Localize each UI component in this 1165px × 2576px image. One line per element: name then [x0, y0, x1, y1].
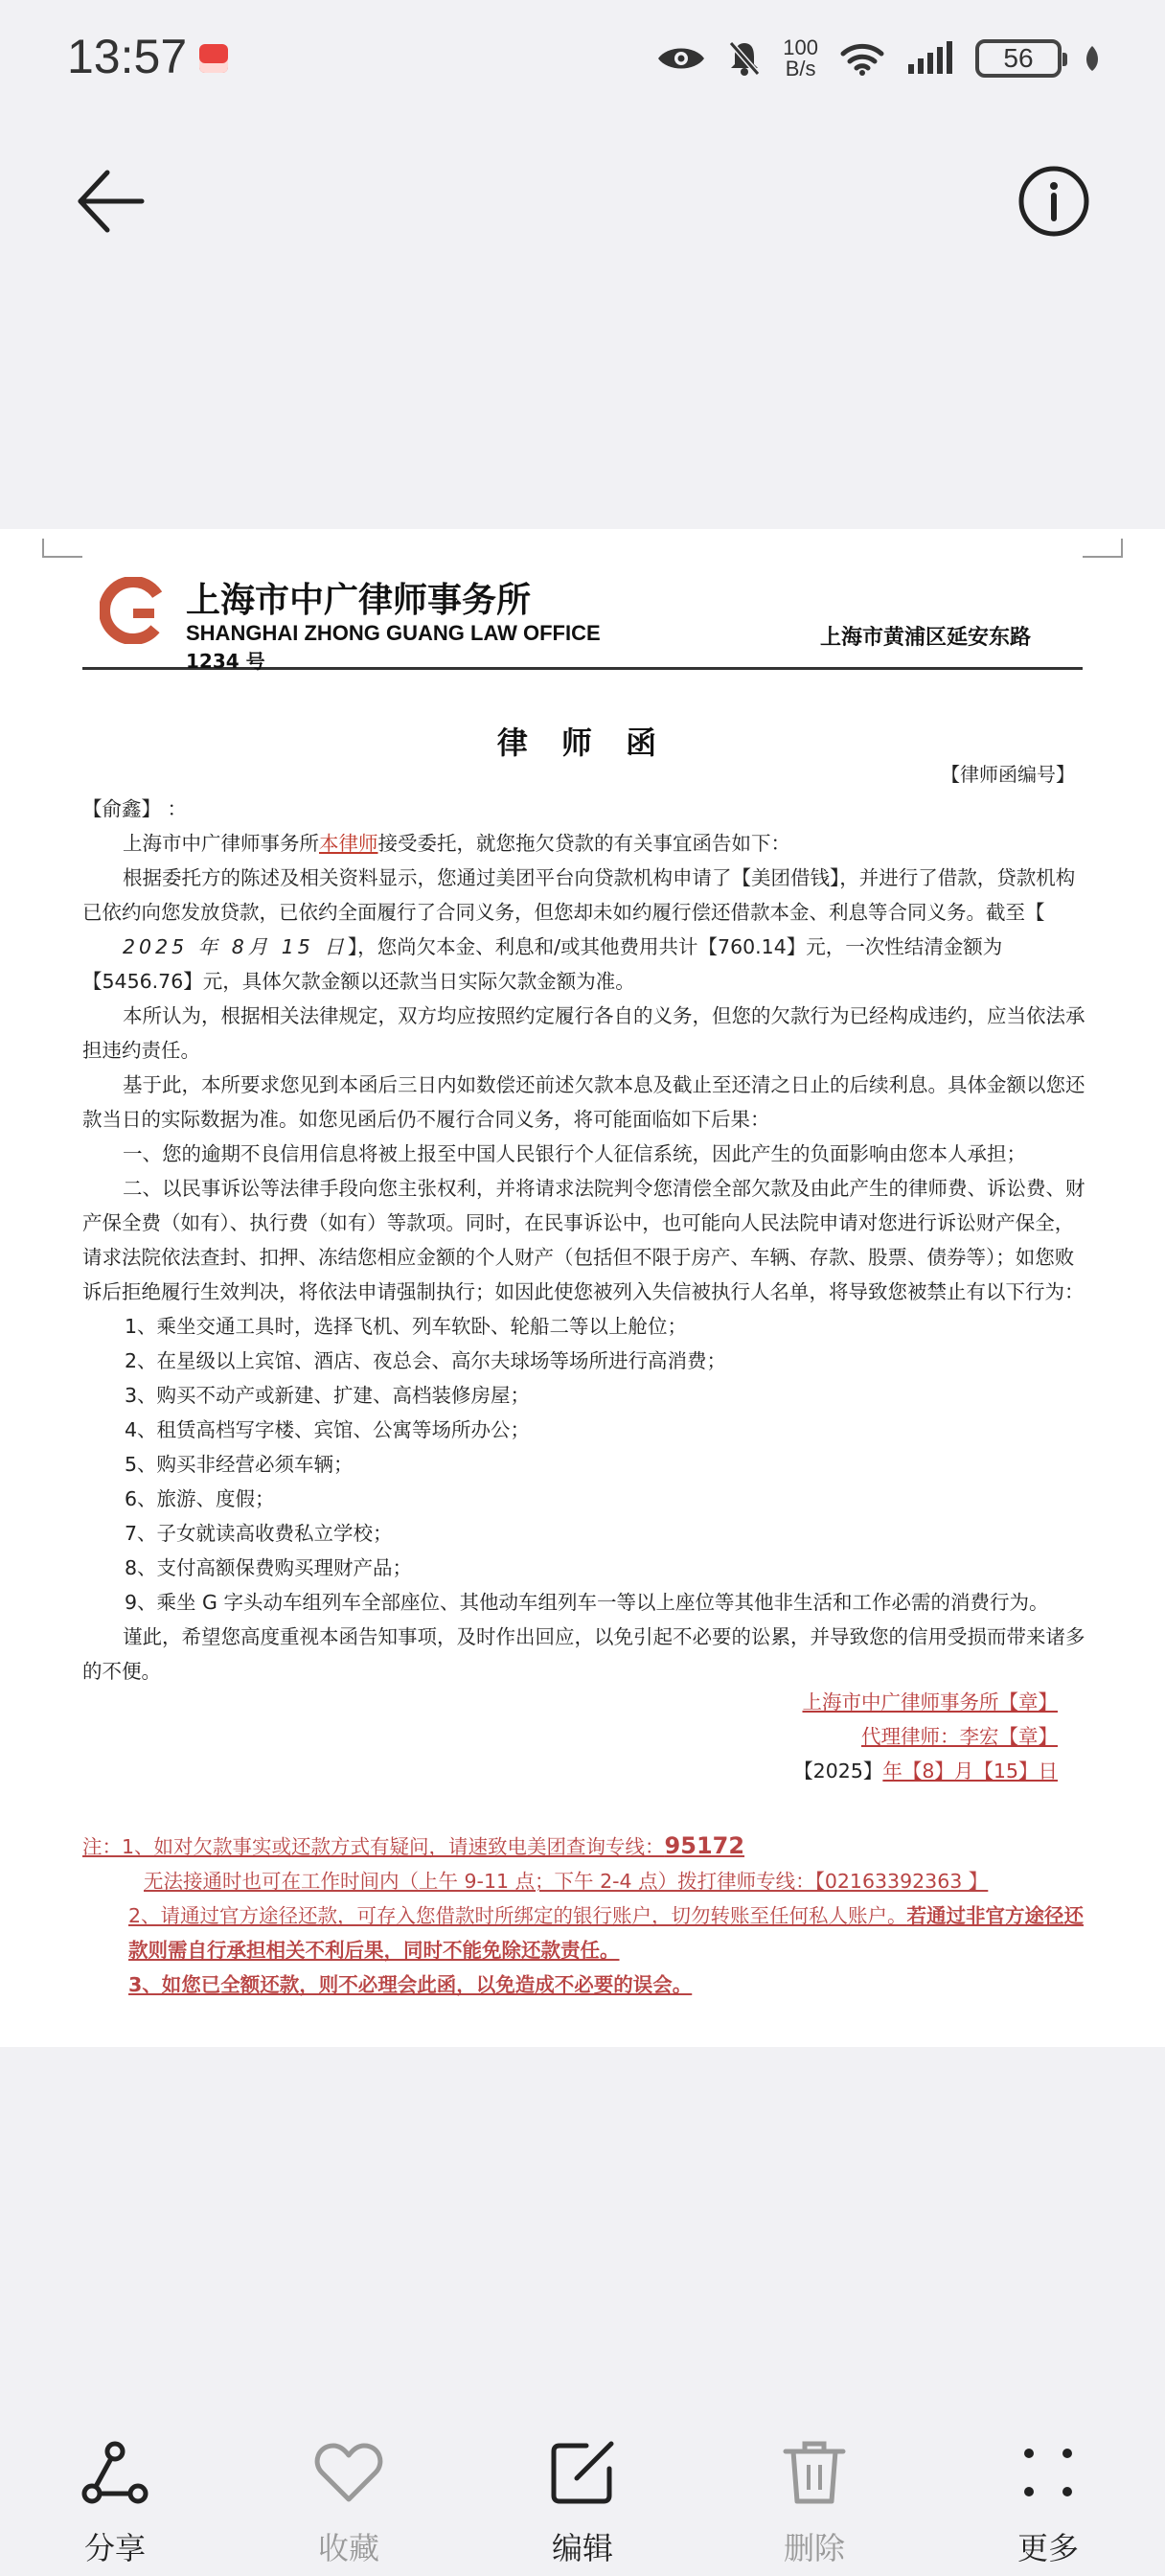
heart-icon — [310, 2434, 387, 2511]
favorite-label: 收藏 — [317, 2530, 379, 2566]
top-toolbar — [0, 144, 1165, 259]
paragraph-intro — [82, 826, 1086, 861]
firm-address: 上海市黄浦区延安东路 — [819, 626, 1031, 650]
facts-part2: 】，您尚欠本金、利息和/或其他费用共计【760.14】元，一次性结清金额为【5456.76】元，具体欠款金额以还款当日实际欠款金额为准。 — [82, 935, 1003, 993]
paragraph-demand: 基于此，本所要求您见到本函后三日内如数偿还前述欠款本息及截止至还清之日止的后续利息。具体金额以您还款当日的实际数据为准。如您见函后仍不履行合同义务，将可能面临如下后果： — [82, 1073, 1085, 1131]
sign-date — [793, 1754, 1058, 1788]
firm-name-chinese: 上海市中广律师事务所 — [186, 581, 532, 620]
list-item: 6、旅游、度假； — [125, 1487, 275, 1510]
paragraph-closing: 谨此，希望您高度重视本函告知事项，及时作出回应，以免引起不必要的讼累，并导致您的信用受损而带来诸多的不便。 — [82, 1625, 1085, 1683]
signature-block — [793, 1685, 1058, 1788]
lawyer-link: 本律师 — [319, 832, 378, 855]
battery-icon — [975, 39, 1062, 78]
letter-number: 【律师函编号】 — [941, 763, 1075, 786]
edit-label: 编辑 — [551, 2530, 613, 2566]
paragraph-opinion: 本所认为，根据相关法律规定，双方均应按照约定履行各自的义务，但您的欠款行为已经构成违约，应当依法承担违约责任。 — [82, 1004, 1085, 1062]
note-2-bold: 若通过非官方途径还款则需自行承担相关不利后果，同时不能免除还款责任。 — [128, 1904, 1085, 1962]
paragraph-facts — [82, 861, 1086, 999]
intro-firm: 上海市中广律师事务所 — [123, 832, 319, 855]
page-corner-mark — [1083, 539, 1123, 558]
status-bar — [0, 0, 1165, 115]
sign-firm: 上海市中广律师事务所【章】 — [802, 1690, 1058, 1714]
info-button[interactable] — [1016, 163, 1092, 240]
bottom-action-bar — [0, 2415, 1165, 2576]
status-time: 13:57 — [67, 30, 188, 83]
paragraph-consequence-1: 一、您的逾期不良信用信息将被上报至中国人民银行个人征信系统，因此产生的负面影响由您本人承担； — [123, 1142, 1026, 1165]
document-image[interactable] — [0, 529, 1165, 2047]
share-label: 分享 — [83, 2530, 146, 2566]
letterhead — [82, 548, 1083, 673]
facts-date: 2025 年 8月 15 日 — [123, 935, 348, 958]
list-item: 2、在星级以上宾馆、酒店、夜总会、高尔夫球场等场所进行高消费； — [125, 1349, 727, 1372]
delete-button[interactable] — [747, 2434, 881, 2568]
note-2-text: 2、请通过官方途径还款，可存入您借款时所绑定的银行账户，切勿转账至任何私人账户。 — [128, 1904, 907, 1927]
edit-button[interactable] — [515, 2434, 650, 2568]
more-label: 更多 — [1017, 2530, 1079, 2566]
list-item: 1、乘坐交通工具时，选择飞机、列车软卧、轮船二等以上舱位； — [125, 1315, 688, 1338]
list-item: 9、乘坐 G 字头动车组列车全部座位、其他动车组列车一等以上座位等其他非生活和工作必需的消费行为。 — [125, 1591, 1049, 1614]
intro-rest: 接受委托，就您拖欠贷款的有关事宜函告如下： — [377, 832, 790, 855]
firm-name-english: SHANGHAI ZHONG GUANG LAW OFFICE — [186, 621, 601, 645]
status-icons — [656, 33, 1102, 84]
note-3: 3、如您已全额还款，则不必理会此函，以免造成不必要的误会。 — [128, 1973, 693, 1996]
sign-month-day: 年【8】月【15】日 — [882, 1760, 1058, 1782]
list-item: 4、租赁高档写字楼、宾馆、公寓等场所办公； — [125, 1418, 531, 1441]
salutation: 【俞鑫】 ： — [82, 797, 188, 820]
more-button[interactable] — [981, 2434, 1115, 2568]
facts-part1: 根据委托方的陈述及相关资料显示，您通过美团平台向贷款机构申请了【美团借钱】，并进行了借款，贷款机构已依约向您发放贷款，已依约全面履行了合同义务，但您却未如约履行偿还借款本金、利息等合同义务。截至【 — [82, 866, 1076, 924]
list-item: 7、子女就读高收费私立学校； — [125, 1522, 393, 1545]
more-dots-icon — [1010, 2434, 1086, 2511]
wifi-icon — [839, 40, 885, 77]
note-2 — [82, 1898, 1088, 1967]
firm-address-number: 1234 号 — [186, 650, 265, 673]
mute-bell-icon — [727, 39, 762, 78]
letter-body — [82, 792, 1086, 1689]
leaf-icon — [1083, 44, 1102, 73]
edit-icon — [544, 2434, 621, 2511]
signal-icon — [906, 41, 954, 76]
favorite-button[interactable] — [282, 2434, 416, 2568]
list-item: 3、购买不动产或新建、扩建、高档装修房屋； — [125, 1384, 531, 1407]
delete-label: 删除 — [783, 2530, 845, 2566]
notification-app-icon — [199, 44, 228, 73]
law-firm-logo — [100, 577, 167, 644]
battery-level: 56 — [1003, 43, 1034, 73]
letter-title: 律 师 函 — [496, 724, 669, 761]
notes-section — [82, 1828, 1088, 2002]
sign-lawyer: 代理律师：李宏【章】 — [861, 1725, 1058, 1748]
share-icon — [77, 2434, 153, 2511]
note-1b: 无法接通时也可在工作时间内（上午 9-11 点；下午 2-4 点）拨打律师专线：【02163392363 】 — [144, 1870, 989, 1893]
note-1-text: 注：1、如对欠款事实或还款方式有疑问，请速致电美团查询专线： — [82, 1835, 665, 1858]
list-item: 5、购买非经营必须车辆； — [125, 1453, 354, 1476]
page-corner-mark — [42, 539, 82, 558]
eye-icon — [656, 42, 706, 75]
back-button[interactable] — [73, 167, 149, 236]
back-arrow-icon — [73, 167, 149, 236]
list-item: 8、支付高额保费购买理财产品； — [125, 1556, 413, 1579]
speed-unit: B/s — [785, 57, 816, 80]
network-speed — [783, 37, 818, 80]
trash-icon — [776, 2434, 853, 2511]
share-button[interactable] — [48, 2434, 182, 2568]
sign-year: 【2025】 — [793, 1760, 883, 1782]
note-1 — [82, 1828, 1088, 1864]
info-icon — [1016, 163, 1092, 240]
hotline-number: 95172 — [664, 1832, 745, 1859]
speed-value: 100 — [783, 35, 818, 59]
paragraph-consequence-2: 二、以民事诉讼等法律手段向您主张权利，并将请求法院判令您清偿全部欠款及由此产生的律师费、诉讼费、财产保全费（如有）、执行费（如有）等款项。同时，在民事诉讼中，也可能向人民法院申请对您进行诉讼财产保全，请求法院依法查封、扣押、冻结您相应金额的个人财产（包括但不限于房产、车辆、存款、股票、债券等）；如您败诉后拒绝履行生效判决，将依法申请强制执行；如因此使您被列入失信被执行人名单，将导致您被禁止有以下行为： — [82, 1177, 1085, 1303]
